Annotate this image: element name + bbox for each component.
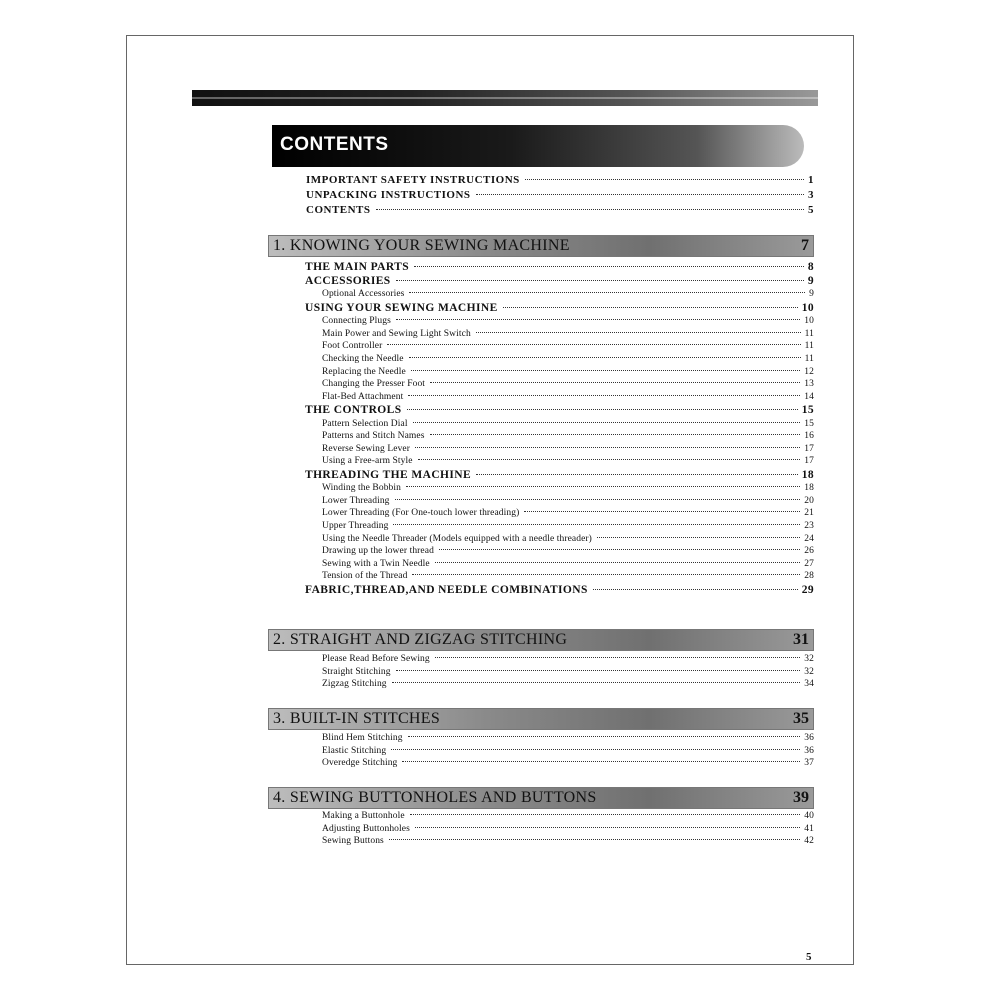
toc-entry-page: 34 (804, 679, 814, 690)
toc-entry-page: 29 (801, 584, 814, 596)
toc-entry-page: 15 (804, 418, 814, 429)
toc-entry-page: 21 (804, 508, 814, 519)
toc-entry-page: 12 (804, 366, 814, 377)
toc-entry (305, 469, 814, 481)
toc-entry-title: Pattern Selection Dial (322, 418, 408, 429)
toc-entry-title: Replacing the Needle (322, 366, 406, 377)
dot-leader (439, 549, 800, 550)
toc-entry-title: Winding the Bobbin (322, 483, 401, 494)
toc-entry (322, 379, 814, 389)
section-banner (268, 708, 814, 730)
toc-entry (322, 496, 814, 506)
toc-entry-page: 9 (807, 275, 814, 288)
toc-entry-title: Zigzag Stitching (322, 679, 387, 690)
dot-leader (430, 382, 800, 383)
dot-leader (395, 499, 801, 500)
dot-leader (414, 266, 804, 267)
dot-leader (435, 562, 801, 563)
toc-entry-page: 17 (804, 456, 814, 467)
toc-entry-title: USING YOUR SEWING MACHINE (305, 302, 498, 314)
toc-entry-title: Sewing Buttons (322, 836, 384, 847)
toc-entry (322, 456, 814, 466)
toc-entry-page: 20 (804, 495, 814, 506)
toc-entry-page: 3 (808, 189, 814, 201)
toc-entry-title: Tension of the Thread (322, 571, 408, 582)
dot-leader (412, 574, 800, 575)
toc-entry-title: Patterns and Stitch Names (322, 431, 425, 442)
dot-leader (392, 682, 801, 683)
dot-leader (396, 319, 800, 320)
toc-entry-title: Lower Threading (322, 495, 390, 506)
dot-leader (476, 474, 798, 475)
dot-leader (396, 280, 804, 281)
toc-entry-title: ACCESSORIES (305, 275, 391, 288)
toc-entry (322, 758, 814, 768)
toc-entry-title: Using the Needle Threader (Models equipped with a needle threader) (322, 533, 592, 544)
toc-entry-page: 28 (804, 571, 814, 582)
section-page: 7 (801, 237, 809, 254)
section-banner (268, 787, 814, 809)
toc-entry-title: Optional Accessories (322, 289, 405, 300)
toc-entry (322, 483, 814, 493)
toc-entry-page: 24 (804, 533, 814, 544)
toc-entry-page: 26 (804, 546, 814, 557)
toc-entry-page: 32 (804, 654, 814, 664)
toc-entry (322, 392, 814, 402)
toc-entry-title: UNPACKING INSTRUCTIONS (306, 189, 471, 201)
toc-entry-title: Reverse Sewing Lever (322, 443, 410, 454)
toc-entry-page: 10 (801, 302, 814, 314)
dot-leader (406, 486, 800, 487)
toc-entry-title: Flat-Bed Attachment (322, 391, 404, 402)
dot-leader (430, 434, 801, 435)
toc-entry-page: 40 (804, 811, 814, 821)
toc-entry (306, 174, 814, 186)
toc-entry-title: CONTENTS (306, 204, 371, 216)
toc-entry-title: Using a Free-arm Style (322, 456, 413, 467)
toc-entry-title: Main Power and Sewing Light Switch (322, 328, 471, 339)
section-banner (268, 235, 814, 257)
toc-entry (322, 341, 814, 351)
toc-entry (322, 679, 814, 689)
toc-entry-page: 23 (804, 521, 814, 531)
toc-entry-page: 41 (804, 823, 814, 834)
toc-entry-title: THE MAIN PARTS (305, 261, 410, 273)
toc-entry-page: 42 (804, 836, 814, 847)
toc-entry (322, 508, 814, 518)
section-title: 4. SEWING BUTTONHOLES AND BUTTONS (273, 789, 597, 806)
toc-entry-title: Elastic Stitching (322, 745, 387, 756)
toc-entry (322, 733, 814, 743)
toc-entry (322, 431, 814, 441)
header-rule (192, 90, 818, 106)
toc-entry (322, 546, 814, 556)
toc-entry (322, 746, 814, 756)
toc-entry (322, 444, 814, 454)
toc-entry-title: Changing the Presser Foot (322, 379, 426, 390)
toc-entry (322, 824, 814, 834)
section-page: 35 (793, 710, 809, 727)
toc-entry-page: 18 (804, 483, 814, 494)
toc-entry-title: Lower Threading (For One-touch lower threading) (322, 508, 520, 519)
toc-entry (322, 316, 814, 326)
contents-title: CONTENTS (280, 134, 389, 155)
toc-entry-title: Sewing with a Twin Needle (322, 558, 430, 569)
toc-entry-page: 1 (808, 174, 814, 186)
toc-entry (322, 521, 814, 531)
toc-entry-page: 27 (804, 558, 814, 569)
toc-entry-title: THE CONTROLS (305, 404, 402, 417)
toc-entry (305, 584, 814, 596)
toc-entry-page: 15 (801, 404, 814, 417)
dot-leader (410, 814, 801, 815)
section-title: 3. BUILT-IN STITCHES (273, 710, 441, 727)
dot-leader (408, 736, 801, 737)
toc-entry (322, 329, 814, 339)
toc-entry-title: Straight Stitching (322, 666, 391, 677)
page-number: 5 (806, 951, 812, 963)
dot-leader (389, 839, 800, 840)
toc-entry-page: 16 (804, 431, 814, 442)
section-title: 1. KNOWING YOUR SEWING MACHINE (273, 237, 570, 254)
dot-leader (408, 395, 800, 396)
toc-entry-page: 37 (804, 758, 814, 769)
toc-entry-page: 11 (804, 354, 814, 364)
toc-entry-title: Adjusting Buttonholes (322, 823, 410, 834)
dot-leader (411, 370, 801, 371)
toc-entry-title: IMPORTANT SAFETY INSTRUCTIONS (306, 174, 520, 186)
toc-entry-page: 10 (804, 316, 814, 327)
toc-entry-title: Blind Hem Stitching (322, 733, 403, 743)
toc-entry-title: Checking the Needle (322, 354, 404, 364)
toc-entry (305, 261, 814, 273)
toc-entry (306, 204, 814, 216)
toc-entry (305, 404, 814, 416)
section-page: 31 (793, 631, 809, 648)
toc-entry (322, 571, 814, 581)
dot-leader (402, 761, 800, 762)
toc-entry (322, 419, 814, 429)
toc-entry (306, 189, 814, 201)
toc-entry-page: 13 (804, 379, 814, 390)
dot-leader (407, 409, 798, 410)
toc-entry (305, 302, 814, 314)
toc-entry-title: Upper Threading (322, 521, 389, 531)
toc-entry-title: Overedge Stitching (322, 758, 398, 769)
dot-leader (391, 749, 800, 750)
toc-entry-page: 18 (801, 469, 814, 481)
toc-entry-title: Making a Buttonhole (322, 811, 405, 821)
toc-entry (322, 559, 814, 569)
dot-leader (409, 357, 801, 358)
dot-leader (597, 537, 800, 538)
dot-leader (524, 511, 800, 512)
contents-banner (272, 125, 804, 167)
toc-entry-page: 36 (804, 745, 814, 756)
toc-entry-title: FABRIC,THREAD,AND NEEDLE COMBINATIONS (305, 584, 588, 596)
toc-entry-page: 11 (804, 341, 814, 352)
dot-leader (415, 827, 800, 828)
toc-entry-title: Foot Controller (322, 341, 383, 352)
dot-leader (525, 179, 804, 180)
toc-entry-title: THREADING THE MACHINE (305, 469, 472, 481)
toc-entry-page: 8 (807, 261, 814, 273)
dot-leader (593, 589, 798, 590)
toc-entry-page: 11 (804, 328, 814, 339)
toc-entry-page: 5 (808, 204, 814, 216)
toc-entry-page: 9 (809, 289, 814, 300)
dot-leader (376, 209, 804, 210)
dot-leader (503, 307, 798, 308)
toc-entry (322, 836, 814, 846)
toc-entry-title: Please Read Before Sewing (322, 654, 430, 664)
toc-entry-title: Drawing up the lower thread (322, 546, 434, 557)
toc-entry (322, 354, 814, 364)
dot-leader (415, 447, 800, 448)
toc-entry (322, 654, 814, 664)
dot-leader (476, 194, 804, 195)
dot-leader (396, 670, 801, 671)
toc-entry-page: 32 (804, 666, 814, 677)
dot-leader (418, 459, 801, 460)
toc-entry (322, 289, 814, 299)
toc-entry (322, 367, 814, 377)
toc-entry-page: 36 (804, 733, 814, 743)
section-page: 39 (793, 789, 809, 806)
toc-entry (322, 534, 814, 544)
dot-leader (476, 332, 801, 333)
dot-leader (387, 344, 800, 345)
section-banner (268, 629, 814, 651)
toc-entry-page: 14 (804, 391, 814, 402)
toc-entry (305, 275, 814, 287)
dot-leader (393, 524, 800, 525)
dot-leader (413, 422, 801, 423)
toc-entry-page: 17 (804, 443, 814, 454)
toc-entry (322, 667, 814, 677)
section-title: 2. STRAIGHT AND ZIGZAG STITCHING (273, 631, 568, 648)
dot-leader (435, 657, 801, 658)
toc-entry-title: Connecting Plugs (322, 316, 391, 327)
toc-entry (322, 811, 814, 821)
dot-leader (409, 292, 805, 293)
